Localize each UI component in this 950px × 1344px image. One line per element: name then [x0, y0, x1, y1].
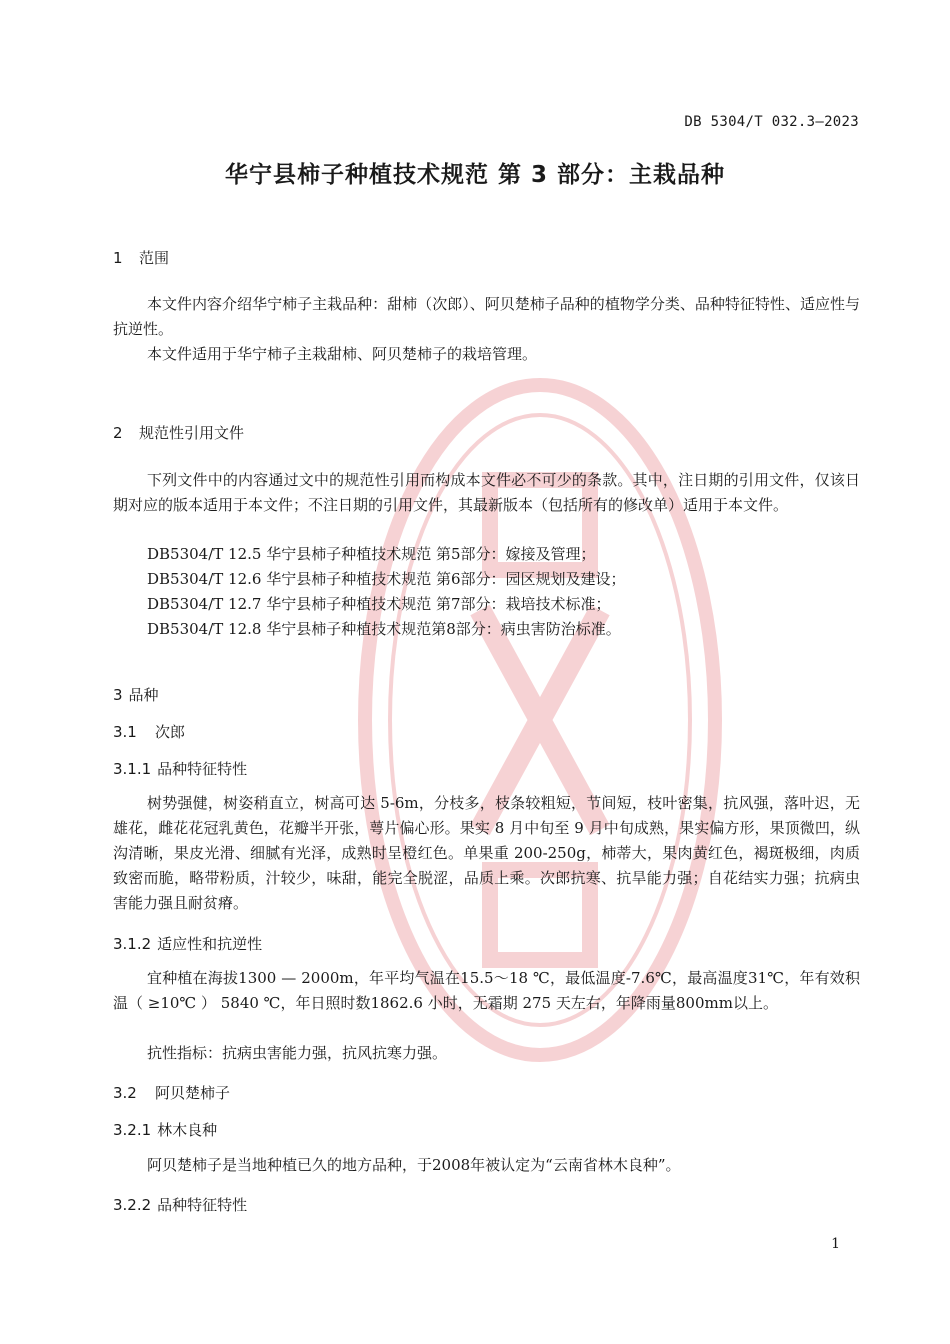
- section-number: 3.1: [113, 723, 137, 741]
- section-title: 范围: [139, 249, 170, 267]
- section-3-heading: [113, 684, 159, 705]
- section-number: 1: [113, 249, 123, 267]
- section-number: 2: [113, 424, 123, 442]
- reference-item: DB5304/T 12.5 华宁县柿子种植技术规范 第5部分：嫁接及管理；: [147, 545, 596, 563]
- section-1-paragraph-1: 本文件内容介绍华宁柿子主栽品种：甜柿（次郎）、阿贝楚柿子品种的植物学分类、品种特征特性、适应性与抗逆性。: [113, 295, 860, 338]
- section-title: 次郎: [155, 723, 186, 741]
- section-3-2-2-heading: [113, 1194, 247, 1215]
- section-number: 3.2.1: [113, 1121, 152, 1139]
- section-3-1-1-paragraph: 树势强健，树姿稍直立，树高可达 5-6m，分枝多，枝条较粗短，节间短，枝叶密集，抗风强，落叶迟，无雄花，雌花花冠乳黄色，花瓣半开张，萼片偏心形。果实 8 月中旬至 9 月中旬成熟，果实偏方形，果顶微凹，纵沟清晰，果皮光滑、细腻有光泽，成熟时呈橙红色。单果重 200-250g，柿蒂大，果肉黄红色，褐斑极细，肉质致密而脆，略带粉质，汁较少，味甜，能完全脱涩，品质上乘。次郎抗寒、抗旱能力强；自花结实力强；抗病虫害能力强且耐贫瘠。: [113, 794, 860, 912]
- section-3-1-heading: [113, 721, 185, 742]
- section-1-heading: [113, 247, 169, 268]
- reference-item: DB5304/T 12.7 华宁县柿子种植技术规范 第7部分：栽培技术标准；: [147, 595, 611, 613]
- page-number: 1: [831, 1236, 840, 1252]
- section-3-2-1-heading: [113, 1119, 217, 1140]
- reference-item: DB5304/T 12.8 华宁县柿子种植技术规范第8部分：病虫害防治标准。: [147, 620, 621, 638]
- section-number: 3.2.2: [113, 1196, 152, 1214]
- reference-item: DB5304/T 12.6 华宁县柿子种植技术规范 第6部分：园区规划及建设；: [147, 570, 626, 588]
- section-title: 品种特征特性: [157, 760, 248, 778]
- section-number: 3.1.1: [113, 760, 152, 778]
- section-2-paragraph: 下列文件中的内容通过文中的规范性引用而构成本文件必不可少的条款。其中，注日期的引用文件，仅该日期对应的版本适用于本文件；不注日期的引用文件，其最新版本（包括所有的修改单）适用于本文件。: [113, 471, 860, 514]
- section-title: 品种特征特性: [157, 1196, 248, 1214]
- section-title: 规范性引用文件: [139, 424, 245, 442]
- section-number: 3.2: [113, 1084, 137, 1102]
- section-title: 品种: [128, 686, 159, 704]
- section-title: 适应性和抗逆性: [157, 935, 263, 953]
- document-number: DB 5304/T 032.3—2023: [684, 114, 859, 130]
- section-3-1-2-paragraph-2: 抗性指标：抗病虫害能力强，抗风抗寒力强。: [147, 1044, 448, 1062]
- section-3-1-2-paragraph-1: 宜种植在海拔1300 — 2000m，年平均气温在15.5～18 ℃，最低温度-7.6℃，最高温度31℃，年有效积温（ ≥10℃ ） 5840 ℃，年日照时数1862.6 小时，无霜期 275 天左右，年降雨量800mm以上。: [113, 969, 860, 1012]
- section-3-1-1-heading: [113, 758, 247, 779]
- section-3-2-heading: [113, 1082, 230, 1103]
- section-3-2-1-paragraph: 阿贝楚柿子是当地种植已久的地方品种，于2008年被认定为“云南省林木良种”。: [147, 1156, 681, 1174]
- page-title: 华宁县柿子种植技术规范 第 3 部分：主栽品种: [224, 162, 726, 188]
- section-1-paragraph-2: 本文件适用于华宁柿子主栽甜柿、阿贝楚柿子的栽培管理。: [147, 345, 538, 363]
- section-title: 阿贝楚柿子: [155, 1084, 231, 1102]
- section-2-heading: [113, 422, 244, 443]
- section-number: 3.1.2: [113, 935, 152, 953]
- section-3-1-2-heading: [113, 933, 262, 954]
- section-title: 林木良种: [157, 1121, 218, 1139]
- section-number: 3: [113, 686, 123, 704]
